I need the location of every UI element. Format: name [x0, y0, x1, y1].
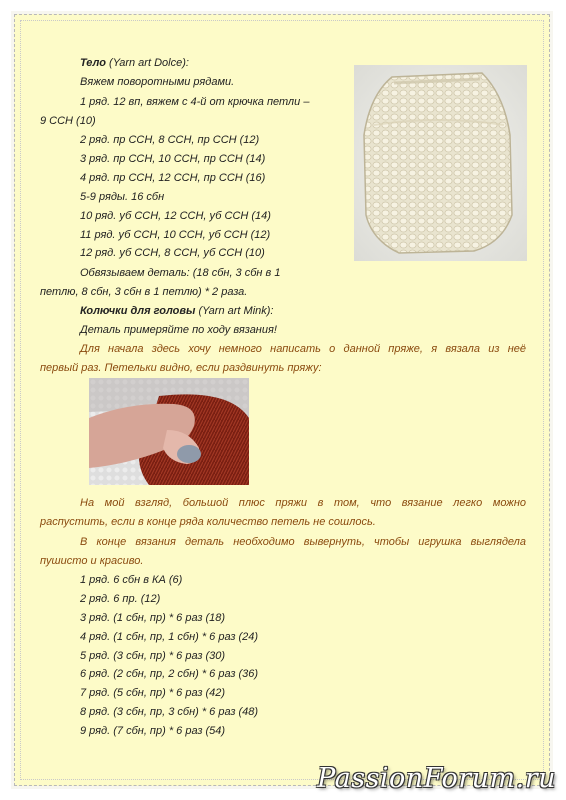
spikes-row: 4 ряд. (1 сбн, пр, 1 сбн) * 6 раз (24) [80, 631, 259, 643]
body-line: 11 ряд. уб ССН, 10 ССН, уб ССН (12) [80, 229, 271, 241]
body-line: 2 ряд. пр ССН, 8 ССН, пр ССН (12) [80, 134, 260, 146]
yarn-intro-line: Для начала здесь хочу немного написать о данной пряже, я вязала из неё [80, 343, 526, 355]
spikes-row: 1 ряд. 6 сбн в КА (6) [80, 574, 183, 586]
body-line: петлю, 8 сбн, 3 сбн в 1 петлю) * 2 раза. [40, 286, 248, 298]
yarn-opinion-line: На мой взгляд, большой плюс пряжи в том, что вязание легко можно [80, 497, 526, 509]
spikes-heading-title: Колючки для головы [80, 305, 196, 317]
yarn-finish-line: В конце вязания деталь необходимо вывернуть, чтобы игрушка выглядела [80, 536, 526, 548]
body-heading-title: Тело [80, 57, 106, 69]
body-line: Обвязываем деталь: (18 сбн, 3 сбн в 1 [80, 267, 281, 279]
body-heading [80, 56, 189, 70]
body-line: Вяжем поворотными рядами. [80, 76, 235, 88]
spikes-note: Деталь примеряйте по ходу вязания! [80, 324, 277, 336]
spikes-row: 6 ряд. (2 сбн, пр, 2 сбн) * 6 раз (36) [80, 668, 259, 680]
body-line: 1 ряд. 12 вп, вяжем с 4-й от крючка петли – [80, 96, 310, 108]
spikes-row: 5 ряд. (3 сбн, пр) * 6 раз (30) [80, 650, 226, 662]
body-line: 4 ряд. пр ССН, 12 ССН, пр ССН (16) [80, 172, 266, 184]
spikes-heading [80, 304, 273, 318]
site-watermark: PassionForum.ru [317, 763, 556, 794]
body-line: 10 ряд. уб ССН, 12 ССН, уб ССН (14) [80, 210, 271, 222]
spikes-row: 2 ряд. 6 пр. (12) [80, 593, 161, 605]
spikes-row: 3 ряд. (1 сбн, пр) * 6 раз (18) [80, 612, 226, 624]
yarn-opinion-line: распустить, если в конце ряда количество петель не сошлось. [40, 516, 376, 528]
body-line: 3 ряд. пр ССН, 10 ССН, пр ССН (14) [80, 153, 266, 165]
spikes-row: 7 ряд. (5 сбн, пр) * 6 раз (42) [80, 687, 226, 699]
body-line: 9 ССН (10) [40, 115, 96, 127]
crochet-body-photo [354, 65, 527, 261]
spikes-row: 8 ряд. (3 сбн, пр, 3 сбн) * 6 раз (48) [80, 706, 259, 718]
yarn-mink-photo [89, 378, 249, 485]
spikes-heading-yarn: (Yarn art Mink): [195, 305, 274, 317]
body-heading-yarn: (Yarn art Dolce): [105, 57, 189, 69]
body-line: 5-9 ряды. 16 сбн [80, 191, 165, 203]
yarn-intro-line: первый раз. Петельки видно, если раздвинуть пряжу: [40, 362, 322, 374]
body-line: 12 ряд. уб ССН, 8 ССН, уб ССН (10) [80, 247, 265, 259]
spikes-row: 9 ряд. (7 сбн, пр) * 6 раз (54) [80, 725, 226, 737]
yarn-finish-line: пушисто и красиво. [40, 555, 144, 567]
